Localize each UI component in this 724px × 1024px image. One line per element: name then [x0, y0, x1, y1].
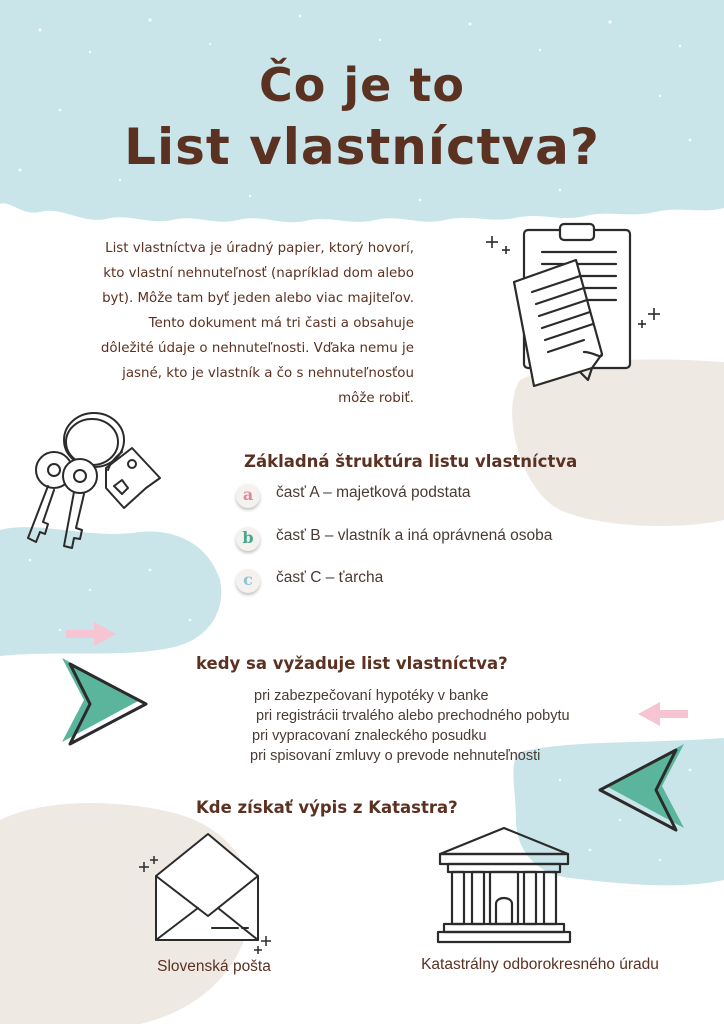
list-item: pri vypracovaní znaleckého posudku	[252, 728, 487, 744]
list-item	[236, 525, 706, 553]
intro-line: môže robiť.	[338, 391, 414, 406]
list-item	[236, 567, 706, 595]
post-label: Slovenská pošta	[157, 958, 271, 975]
list-item: pri spisovaní zmluvy o prevode nehnuteľnosti	[250, 748, 541, 764]
where-heading: Kde získať výpis z Katastra?	[196, 798, 458, 817]
envelope-icon	[134, 828, 280, 956]
title-line-1: Čo je to	[259, 58, 465, 112]
building-icon	[434, 824, 574, 950]
keys-icon	[14, 408, 170, 550]
list-item: pri zabezpečovaní hypotéky v banke	[254, 688, 489, 704]
badge-a: a	[236, 484, 260, 508]
item-text: časť B – vlastník a iná oprávnená osoba	[276, 527, 553, 544]
badge-c: c	[236, 569, 260, 593]
chevron-left-icon	[596, 740, 690, 834]
office-label: Katastrálny odborokresného úradu	[421, 956, 659, 973]
badge-b: b	[236, 527, 260, 551]
structure-heading: Základná štruktúra listu vlastníctva	[244, 452, 578, 471]
arrow-left-icon	[636, 700, 690, 728]
item-text: časť C – ťarcha	[276, 569, 384, 586]
requirements-heading: kedy sa vyžaduje list vlastníctva?	[196, 654, 508, 673]
item-text: časť A – majetková podstata	[276, 484, 471, 501]
intro-line: kto vlastní nehnuteľnosť (napríklad dom alebo	[103, 266, 414, 281]
intro-line: Tento dokument má tri časti a obsahuje	[148, 316, 414, 331]
chevron-right-icon	[56, 654, 148, 748]
intro-line: byt). Môže tam byť jeden alebo viac majiteľov.	[102, 291, 414, 306]
list-item: pri registrácii trvalého alebo prechodného pobytu	[256, 708, 570, 724]
arrow-right-icon	[64, 620, 118, 648]
list-item	[236, 482, 706, 510]
intro-line: List vlastníctva je úradný papier, ktorý hovorí,	[105, 241, 414, 256]
intro-paragraph	[30, 236, 414, 411]
title-line-2: List vlastníctva?	[124, 118, 600, 176]
documents-icon	[484, 222, 674, 392]
intro-line: jasné, kto je vlastník a čo s nehnuteľnosťou	[122, 366, 414, 381]
intro-line: dôležité údaje o nehnuteľnosti. Vďaka nemu je	[100, 341, 414, 356]
